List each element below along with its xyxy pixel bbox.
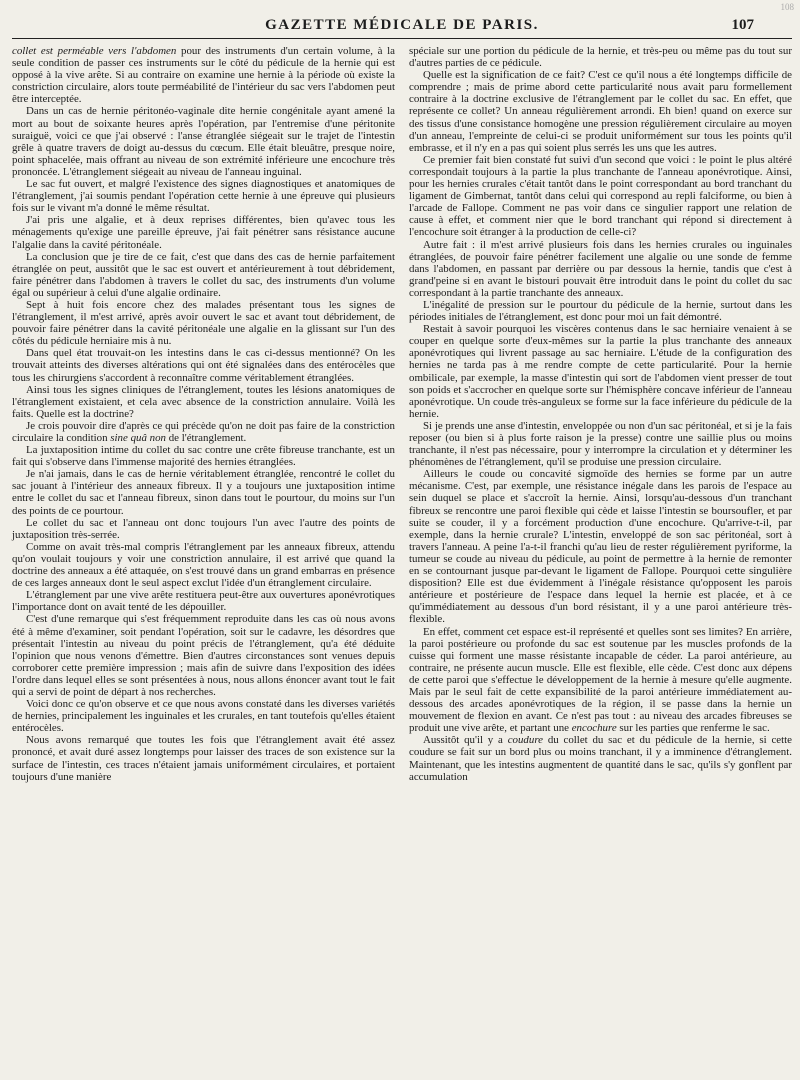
bleed-through-page-number: 108 (780, 2, 794, 12)
paragraph: spéciale sur une portion du pédicule de la hernie, et très-peu ou même pas du tout sur d'autres parties de ce pédicule. (409, 45, 792, 70)
paragraph: Aussitôt qu'il y a coudure du collet du sac et du pédicule de la hernie, si cette coudure se fait sur un bord plus ou moins tranchant, il y a imminence d'étranglement. Maintenant, que les intestins augmentent de quantité dans le sac, qu'ils s'y gonflent par accumulation (409, 734, 792, 783)
paragraph: L'étranglement par une vive arête restituera peut-être aux ouvertures aponévrotiques l'importance dont on avait tenté de les dépouiller. (12, 589, 395, 614)
paragraph: Dans un cas de hernie péritonéo-vaginale dite hernie congénitale ayant amené la mort au bout de soixante heures après l'opération, par l'entremise d'une péritonite suraiguë, voici ce que j'ai observé : l'anse étranglée siégeait sur le trajet de l'intestin grêle à quatre travers de doigt au-dessus du cœcum. Elle était bleuâtre, presque noire, point sphacelée, mais offrant au niveau de son extrémité inférieure une encochure très prononcée. L'étranglement siégeait au niveau de l'anneau inguinal. (12, 105, 395, 178)
paragraph: Le sac fut ouvert, et malgré l'existence des signes diagnostiques et anatomiques de l'étranglement, j'ai soumis pendant l'opération cette hernie à une épreuve qui plusieurs fois sur le vivant m'a donné le même résultat. (12, 178, 395, 215)
paragraph: Comme on avait très-mal compris l'étranglement par les anneaux fibreux, attendu qu'on voulait toujours y voir une constriction annulaire, il est arrivé que quand la doctrine des anneaux a été attaquée, on s'est trouvé dans un grand embarras en présence de ces larges anneaux dont le seul aspect exclut l'idée d'un étranglement circulaire. (12, 540, 395, 590)
paragraph: Si je prends une anse d'intestin, enveloppée ou non d'un sac péritonéal, et si je la fais reposer (ou bien si à plus forte raison je la presse) contre une saillie plus ou moins tranchante, il n'est pas nécessaire, pour y interrompre la circulation et y déterminer les phénomènes de l'étranglement, qu'il se produise une pression circulaire. (409, 419, 792, 469)
paragraph: La juxtaposition intime du collet du sac contre une crête fibreuse tranchante, est un fait qui s'observe dans l'immense majorité des hernies étranglées. (12, 444, 395, 469)
right-column (409, 45, 792, 783)
paragraph: En effet, comment cet espace est-il représenté et quelles sont ses limites? En arrière, la paroi postérieure ou profonde du sac est soutenue par les muscles profonds de la cuisse qui forment une masse résistante incapable de céder. La paroi antérieure, au contraire, ne présente aucun muscle. Elle est flexible, elle cède. C'est donc aux dépens de cette paroi que s'effectue le développement de la hernie à mesure qu'elle augmente. Mais par le seul fait de cette expansibilité de la paroi antérieure immédiatement au-dessous des arcades aponévrotiques de la région, il se passe dans la hernie un mouvement de flexion en avant. Ce n'est pas tout : au niveau des arcades fibreuses se produit une vive arête, et partant une encochure sur les parties que renferme le sac. (409, 625, 792, 735)
paragraph: Ailleurs le coude ou concavité sigmoïde des hernies se forme par un autre mécanisme. C'est, par exemple, une résistance inégale dans les parois de l'espace au sein duquel se place et s'accroît la hernie. Ainsi, lorsqu'au-dessous d'un tranchant fibreux se rencontre une paroi flexible qui cède et laisse l'intestin se boursoufler, et par suite se couder, il y a forcément production d'une encochure. Qu'arrive-t-il, par exemple, dans la hernie crurale? L'intestin, enveloppé de son sac péritonéal, sort à travers l'anneau. A peine l'a-t-il franchi qu'au lieu de rester régulièrement pyriforme, la tumeur se coude au niveau du pédicule, au point de permettre à la hernie de remonter en se contournant jusque par-devant le ligament de Fallope. Pourquoi cette singulière disposition? Elle est due évidemment à l'inégale résistance qu'opposent les parois antérieure et postérieure de l'espace dans lequel la hernie est placée, et à ce qu'immédiatement au dessous d'un bord résistant, il y a une paroi antérieure très-flexible. (409, 468, 792, 626)
paragraph: Ce premier fait bien constaté fut suivi d'un second que voici : le point le plus altéré correspondait toujours à la partie la plus tranchante de l'anneau aponévrotique. Ainsi, pour les hernies crurales c'était tantôt dans le point correspondant au bord tranchant du ligament de Gimbernat, tantôt dans celui qui correspond au repli falciforme, ou bien à l'arcade de Fallope. Comment ne pas voir dans ce singulier rapport une relation de cause à effet, et comment nier que le bord tranchant qui répond si directement à l'encochure soit étranger à la production de celle-ci? (409, 153, 792, 239)
paragraph: Ainsi tous les signes cliniques de l'étranglement, toutes les lésions anatomiques de l'étranglement existaient, et cela avec absence de la constriction annulaire. Voilà les faits. Quelle est la doctrine? (12, 383, 395, 420)
left-column (12, 45, 395, 783)
paragraph: L'inégalité de pression sur le pourtour du pédicule de la hernie, surtout dans les périodes initiales de l'étranglement, est donc pour moi un fait démontré. (409, 298, 792, 324)
italic-word: encochure (571, 722, 617, 735)
paragraph: Je n'ai jamais, dans le cas de hernie véritablement étranglée, rencontré le collet du sac jouant à l'intérieur des anneaux fibreux. Il y a toujours une juxtaposition intime entre le collet du sac et l'anneau fibreux, sinon dans tout le pourtour, du moins sur l'un des points de ce pourtour. (12, 468, 395, 517)
paragraph: La conclusion que je tire de ce fait, c'est que dans des cas de hernie parfaitement étranglée on peut, aussitôt que le sac est ouvert et antérieurement à tout débridement, faire pénétrer dans l'abdomen à travers le collet du sac, des instruments d'un volume égal ou supérieur à celui d'une algalie ordinaire. (12, 250, 395, 299)
paragraph: Restait à savoir pourquoi les viscères contenus dans le sac herniaire venaient à se couper en quelque sorte d'eux-mêmes sur la partie la plus tranchante des anneaux aponévrotiques qui livrent passage au sac herniaire. L'étude de la configuration des hernies ne tarda pas à me rendre compte de cette particularité. Pour la hernie ombilicale, par exemple, la masse d'intestin qui sort de l'abdomen vient presser de tout son poids et s'accrocher en quelque sorte sur l'hémisphère concave inférieur de l'anneau aponévrotique. Un coude très-anguleux se forme sur la face inférieure du pédicule de la hernie. (409, 323, 792, 420)
paragraph: Voici donc ce qu'on observe et ce que nous avons constaté dans les diverses variétés de hernies, principalement les inguinales et les crurales, en tant toutefois qu'elles étaient entérocèles. (12, 698, 396, 735)
paragraph: J'ai pris une algalie, et à deux reprises différentes, bien qu'avec tous les ménagements qu'exige une pareille épreuve, j'ai fait pénétrer sans résistance aucune l'algalie dans la cavité péritonéale. (12, 214, 395, 251)
page-number: 107 (731, 17, 754, 33)
paragraph: Nous avons remarqué que toutes les fois que l'étranglement avait été assez prononcé, et avait duré assez longtemps pour laisser des traces de son existence sur la surface de l'intestin, ces traces n'étaient jamais uniformément circulaires, et portaient toujours d'une manière (12, 734, 395, 783)
italic-phrase: sine quâ non (110, 432, 166, 444)
paragraph: Autre fait : il m'est arrivé plusieurs fois dans les hernies crurales ou inguinales étranglées, de pouvoir faire pénétrer facilement une algalie ou une sonde de femme dans l'abdomen, en passant par derrière ou par dessous la hernie, tandis que c'est à grand'peine si en avant le bistouri pouvait être introduit dans le point du collet du sac correspondant à la partie tranchante des anneaux. (409, 238, 792, 299)
paragraph: Dans quel état trouvait-on les intestins dans le cas ci-dessus mentionné? On les trouvait atteints des diverses altérations qui ont été signalées dans des entérocèles que tous les chirurgiens s'accordent à reconnaître comme véritablement étranglées. (12, 347, 395, 384)
paragraph: C'est d'une remarque qui s'est fréquemment reproduite dans les cas où nous avons été à même d'examiner, soit pendant l'opération, soit sur le cadavre, les désordres que présentait l'intestin au niveau du point précis de l'étranglement, qu'a été déduite l'opinion que nous venons d'émettre. Bien d'autres circonstances sont venues depuis corroborer cette première impression ; mais afin de suivre dans l'exposition des idées l'ordre dans lequel elles se sont présentées à nous, nous allons énoncer avant tout le fait qui a servi de point de départ à nos recherches. (12, 613, 395, 698)
paragraph: collet est perméable vers l'abdomen pour des instruments d'un certain volume, à la seule condition de passer ces instruments sur le côté du pédicule de la hernie qui est opposé à la vive arête. Si au contraire on examine une hernie à la période où existe la constriction circulaire, alors toute perméabilité de l'intérieur du sac vers l'abdomen peut être interceptée. (12, 45, 395, 106)
italic-word: coudure (507, 734, 543, 747)
paragraph: Sept à huit fois encore chez des malades présentant tous les signes de l'étranglement, il m'est arrivé, après avoir ouvert le sac et avant tout débridement, de pouvoir faire pénétrer dans la cavité péritonéale une algalie en la glissant sur l'un des côtés du pédicule herniaire mis à nu. (12, 298, 395, 348)
text-columns (12, 39, 792, 783)
paragraph: Le collet du sac et l'anneau ont donc toujours l'un avec l'autre des points de juxtaposition très-serrée. (12, 516, 395, 541)
page-header (12, 0, 792, 39)
journal-title: GAZETTE MÉDICALE DE PARIS. (265, 17, 539, 33)
italic-lead: collet est perméable vers l'abdomen (12, 45, 177, 57)
paragraph: Je crois pouvoir dire d'après ce qui précède qu'on ne doit pas faire de la constriction circulaire la condition sine quâ non de l'étranglement. (12, 419, 395, 444)
paragraph: Quelle est la signification de ce fait? C'est ce qu'il nous a été longtemps difficile de comprendre ; mais de prime abord cette particularité nous avait paru formellement contraire à la doctrine exclusive de l'étranglement par le collet du sac. En effet, que représente ce collet? Un anneau régulièrement arrondi. Eh bien! quand on exerce sur des tissus d'une consistance homogène une pression régulièrement circulaire au moyen d'un anneau, l'empreinte de celui-ci se produit uniformément sur tous les points qu'il embrasse, et il n'y en a pas qui soient plus serrés les uns que les autres. (409, 69, 792, 154)
